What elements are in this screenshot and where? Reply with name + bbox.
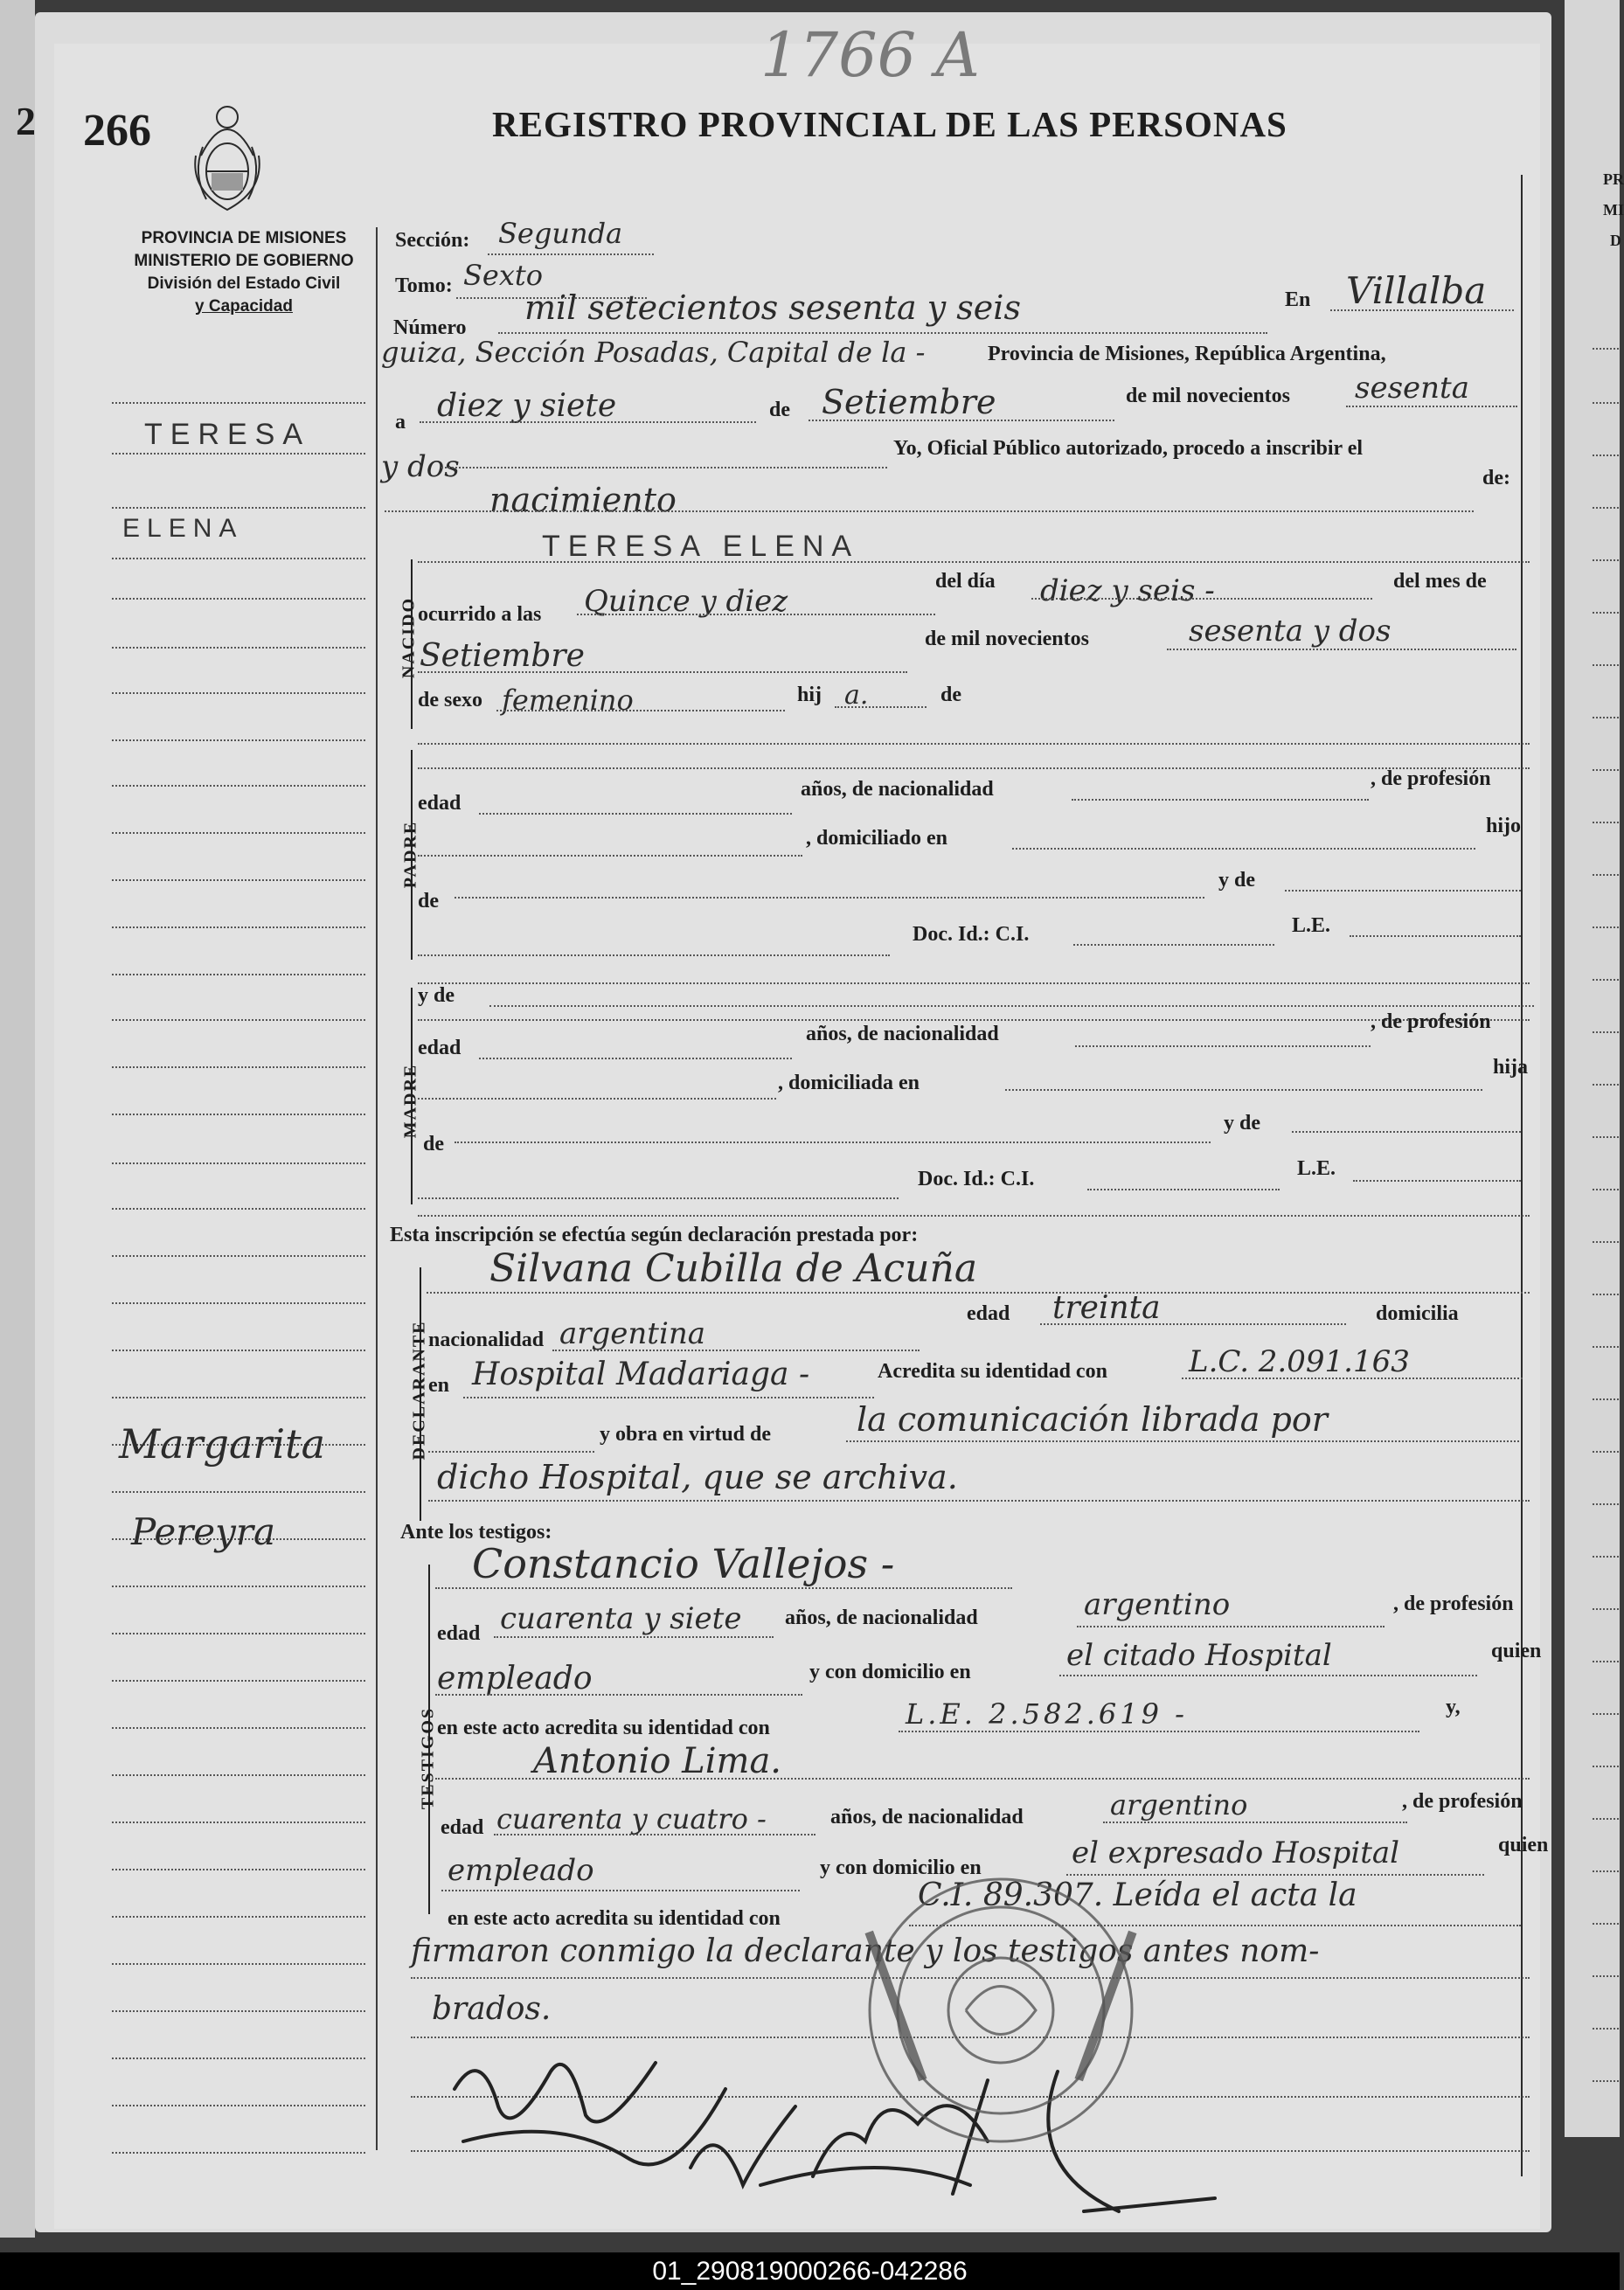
right-edge-fragment-2: MI — [1603, 201, 1624, 219]
testigos-label: TESTIGOS — [418, 1706, 438, 1810]
office-line-3: División del Estado Civil — [147, 274, 341, 293]
witness-2-quien-label: quien — [1498, 1834, 1549, 1856]
declarante-nacionalidad-label: nacionalidad — [428, 1329, 545, 1351]
registration-year: sesenta — [1355, 371, 1469, 406]
padre-label: PADRE — [400, 820, 420, 889]
numero-value: mil setecientos sesenta y seis — [524, 288, 1021, 327]
hij-value: a. — [844, 680, 869, 711]
padre-edad-label: edad — [418, 792, 462, 815]
page-margin-number: 2 — [16, 99, 36, 143]
page-number: 266 — [83, 106, 151, 156]
issuing-office — [121, 227, 367, 318]
tomo-value: Sexto — [463, 259, 544, 292]
madre-edad-label: edad — [418, 1037, 462, 1059]
madre-y-de-label: y de — [1224, 1112, 1260, 1135]
right-column-rule — [1521, 175, 1523, 2176]
declarante-edad: treinta — [1052, 1290, 1161, 1326]
closing-line-2: brados. — [432, 1991, 552, 2027]
witness-1-anos-label: años, de nacionalidad — [785, 1606, 978, 1629]
madre-profesion-label: , de profesión — [1371, 1010, 1491, 1033]
witness-1-y-label: y, — [1446, 1696, 1461, 1718]
registration-year-2: y dos — [381, 449, 460, 484]
de-colon: de: — [1482, 467, 1510, 489]
office-line-4: y Capacidad — [195, 297, 293, 316]
declarante-intro: Esta inscripción se efectúa según declaración prestada por: — [390, 1224, 919, 1246]
sex-value: femenino — [502, 684, 634, 717]
birth-day: diez y seis - — [1040, 573, 1215, 608]
province-text: Provincia de Misiones, República Argentina, — [988, 343, 1386, 365]
registration-day: diez y siete — [437, 388, 617, 424]
madre-hija-label: hija — [1493, 1056, 1529, 1079]
witness-1-acredita-label: en este acto acredita su identidad con — [437, 1717, 770, 1739]
padre-hijo-label: hijo — [1486, 815, 1522, 837]
en-value: Villalba — [1346, 269, 1487, 312]
registration-month: Setiembre — [822, 383, 996, 421]
madre-doc-label: Doc. Id.: C.I. — [918, 1168, 1035, 1190]
month-label: del mes de — [1393, 570, 1487, 593]
official-seal-stamp — [857, 1866, 1145, 2155]
document-title: REGISTRO PROVINCIAL DE LAS PERSONAS — [492, 104, 1287, 144]
newborn-name: TERESA ELENA — [542, 530, 860, 563]
margin-name-2: ELENA — [122, 514, 244, 543]
witness-2-documento: C.I. 89.307. Leída el acta la — [918, 1877, 1357, 1913]
witness-1-name: Constancio Vallejos - — [472, 1540, 895, 1587]
madre-domiciliada-label: , domiciliada en — [778, 1072, 920, 1094]
day-label: del día — [935, 570, 996, 593]
tomo-label: Tomo: — [395, 274, 453, 297]
witness-1-quien-label: quien — [1491, 1640, 1542, 1662]
madre-de-label: de — [423, 1133, 444, 1155]
oficial-text: Yo, Oficial Público autorizado, procedo a inscribir el — [893, 437, 1364, 460]
witness-1-nacionalidad: argentino — [1084, 1587, 1231, 1622]
next-page-edge — [1565, 0, 1620, 2137]
declarante-nacionalidad: argentina — [559, 1316, 706, 1351]
en-label: En — [1285, 288, 1311, 311]
witness-2-edad: cuarenta y cuatro - — [496, 1802, 767, 1835]
archive-handwritten-number: 1766 A — [760, 19, 980, 91]
birth-year-label: de mil novecientos — [925, 628, 1089, 650]
nacido-de-label: de — [940, 684, 961, 706]
witness-2-profesion: empleado — [448, 1853, 594, 1888]
acredita-label: Acredita su identidad con — [878, 1360, 1107, 1383]
main-column-rule — [376, 227, 378, 2150]
witness-1-domicilio-label: y con domicilio en — [809, 1661, 971, 1683]
margin-signature-1: Margarita — [119, 1420, 325, 1468]
witness-1-profesion-label: , de profesión — [1393, 1593, 1514, 1615]
right-edge-fragment-3: D — [1610, 232, 1621, 249]
margin-name-1: TERESA — [144, 418, 311, 451]
obra-value-2: dicho Hospital, que se archiva. — [437, 1458, 958, 1496]
image-caption: 01_290819000266-042286 — [652, 2257, 968, 2286]
left-edge-shadow — [0, 0, 35, 2238]
witness-1-documento: L.E. 2.582.619 - — [906, 1697, 1188, 1731]
witness-2-profesion-label: , de profesión — [1402, 1790, 1523, 1813]
place-value: guiza, Sección Posadas, Capital de la - — [381, 336, 926, 369]
padre-anos-label: años, de nacionalidad — [801, 778, 994, 801]
witness-2-edad-label: edad — [441, 1816, 484, 1839]
declarante-domicilio: Hospital Madariaga - — [472, 1357, 810, 1392]
madre-le-label: L.E. — [1297, 1157, 1336, 1180]
witness-1-edad-label: edad — [437, 1622, 481, 1645]
birth-hour: Quince y diez — [584, 584, 788, 619]
seccion-label: Sección: — [395, 229, 470, 252]
numero-label: Número — [393, 316, 467, 339]
obra-value: la comunicación librada por — [857, 1400, 1328, 1439]
padre-doc-label: Doc. Id.: C.I. — [913, 923, 1030, 946]
office-line-2: MINISTERIO DE GOBIERNO — [134, 252, 354, 270]
witness-2-name: Antonio Lima. — [533, 1741, 782, 1781]
obra-label: y obra en virtud de — [600, 1423, 772, 1446]
witness-1-profesion: empleado — [437, 1661, 593, 1697]
witness-2-domicilio: el expresado Hospital — [1072, 1835, 1400, 1870]
declarante-documento: L.C. 2.091.163 — [1189, 1344, 1410, 1379]
padre-profesion-label: , de profesión — [1371, 767, 1491, 790]
nacido-label: NACIDO — [399, 596, 419, 679]
office-line-1: PROVINCIA DE MISIONES — [141, 229, 347, 247]
declarante-label: DECLARANTE — [409, 1320, 429, 1461]
year-text: de mil novecientos — [1126, 385, 1290, 407]
hour-label: ocurrido a las — [418, 603, 542, 626]
seccion-value: Segunda — [498, 217, 623, 250]
closing-line-1: firmaron conmigo la declarante y los testigos antes nom- — [411, 1933, 1320, 1969]
witness-2-nacionalidad: argentino — [1110, 1788, 1248, 1822]
birth-year: sesenta y dos — [1189, 614, 1392, 649]
padre-de-label: de — [418, 890, 439, 913]
a-label: a — [395, 411, 406, 434]
hij-label: hij — [797, 684, 822, 706]
witness-2-anos-label: años, de nacionalidad — [830, 1806, 1024, 1829]
coat-of-arms-icon — [191, 94, 264, 217]
declarante-domicilia-label: domicilia — [1376, 1302, 1459, 1325]
sex-label: de sexo — [418, 689, 482, 711]
declarante-name: Silvana Cubilla de Acuña — [489, 1246, 978, 1291]
madre-y-de-top-label: y de — [418, 984, 455, 1007]
de-label: de — [769, 399, 790, 421]
witness-1-edad: cuarenta y siete — [500, 1601, 742, 1636]
padre-le-label: L.E. — [1292, 914, 1331, 937]
testigos-intro: Ante los testigos: — [400, 1521, 552, 1544]
right-edge-fragment-1: PR — [1603, 170, 1624, 188]
margin-signature-2: Pereyra — [131, 1510, 276, 1553]
padre-domiciliado-label: , domiciliado en — [806, 827, 948, 850]
act-type: nacimiento — [489, 481, 677, 519]
declarante-edad-label: edad — [967, 1302, 1010, 1325]
witness-2-acredita-label: en este acto acredita su identidad con — [448, 1907, 781, 1930]
witness-1-domicilio: el citado Hospital — [1066, 1638, 1332, 1673]
madre-label: MADRE — [400, 1063, 420, 1139]
birth-month: Setiembre — [420, 638, 585, 674]
madre-anos-label: años, de nacionalidad — [806, 1023, 999, 1045]
declarante-en-label: en — [428, 1374, 449, 1397]
witness-2-domicilio-label: y con domicilio en — [820, 1856, 982, 1879]
padre-y-de-label: y de — [1218, 869, 1255, 892]
